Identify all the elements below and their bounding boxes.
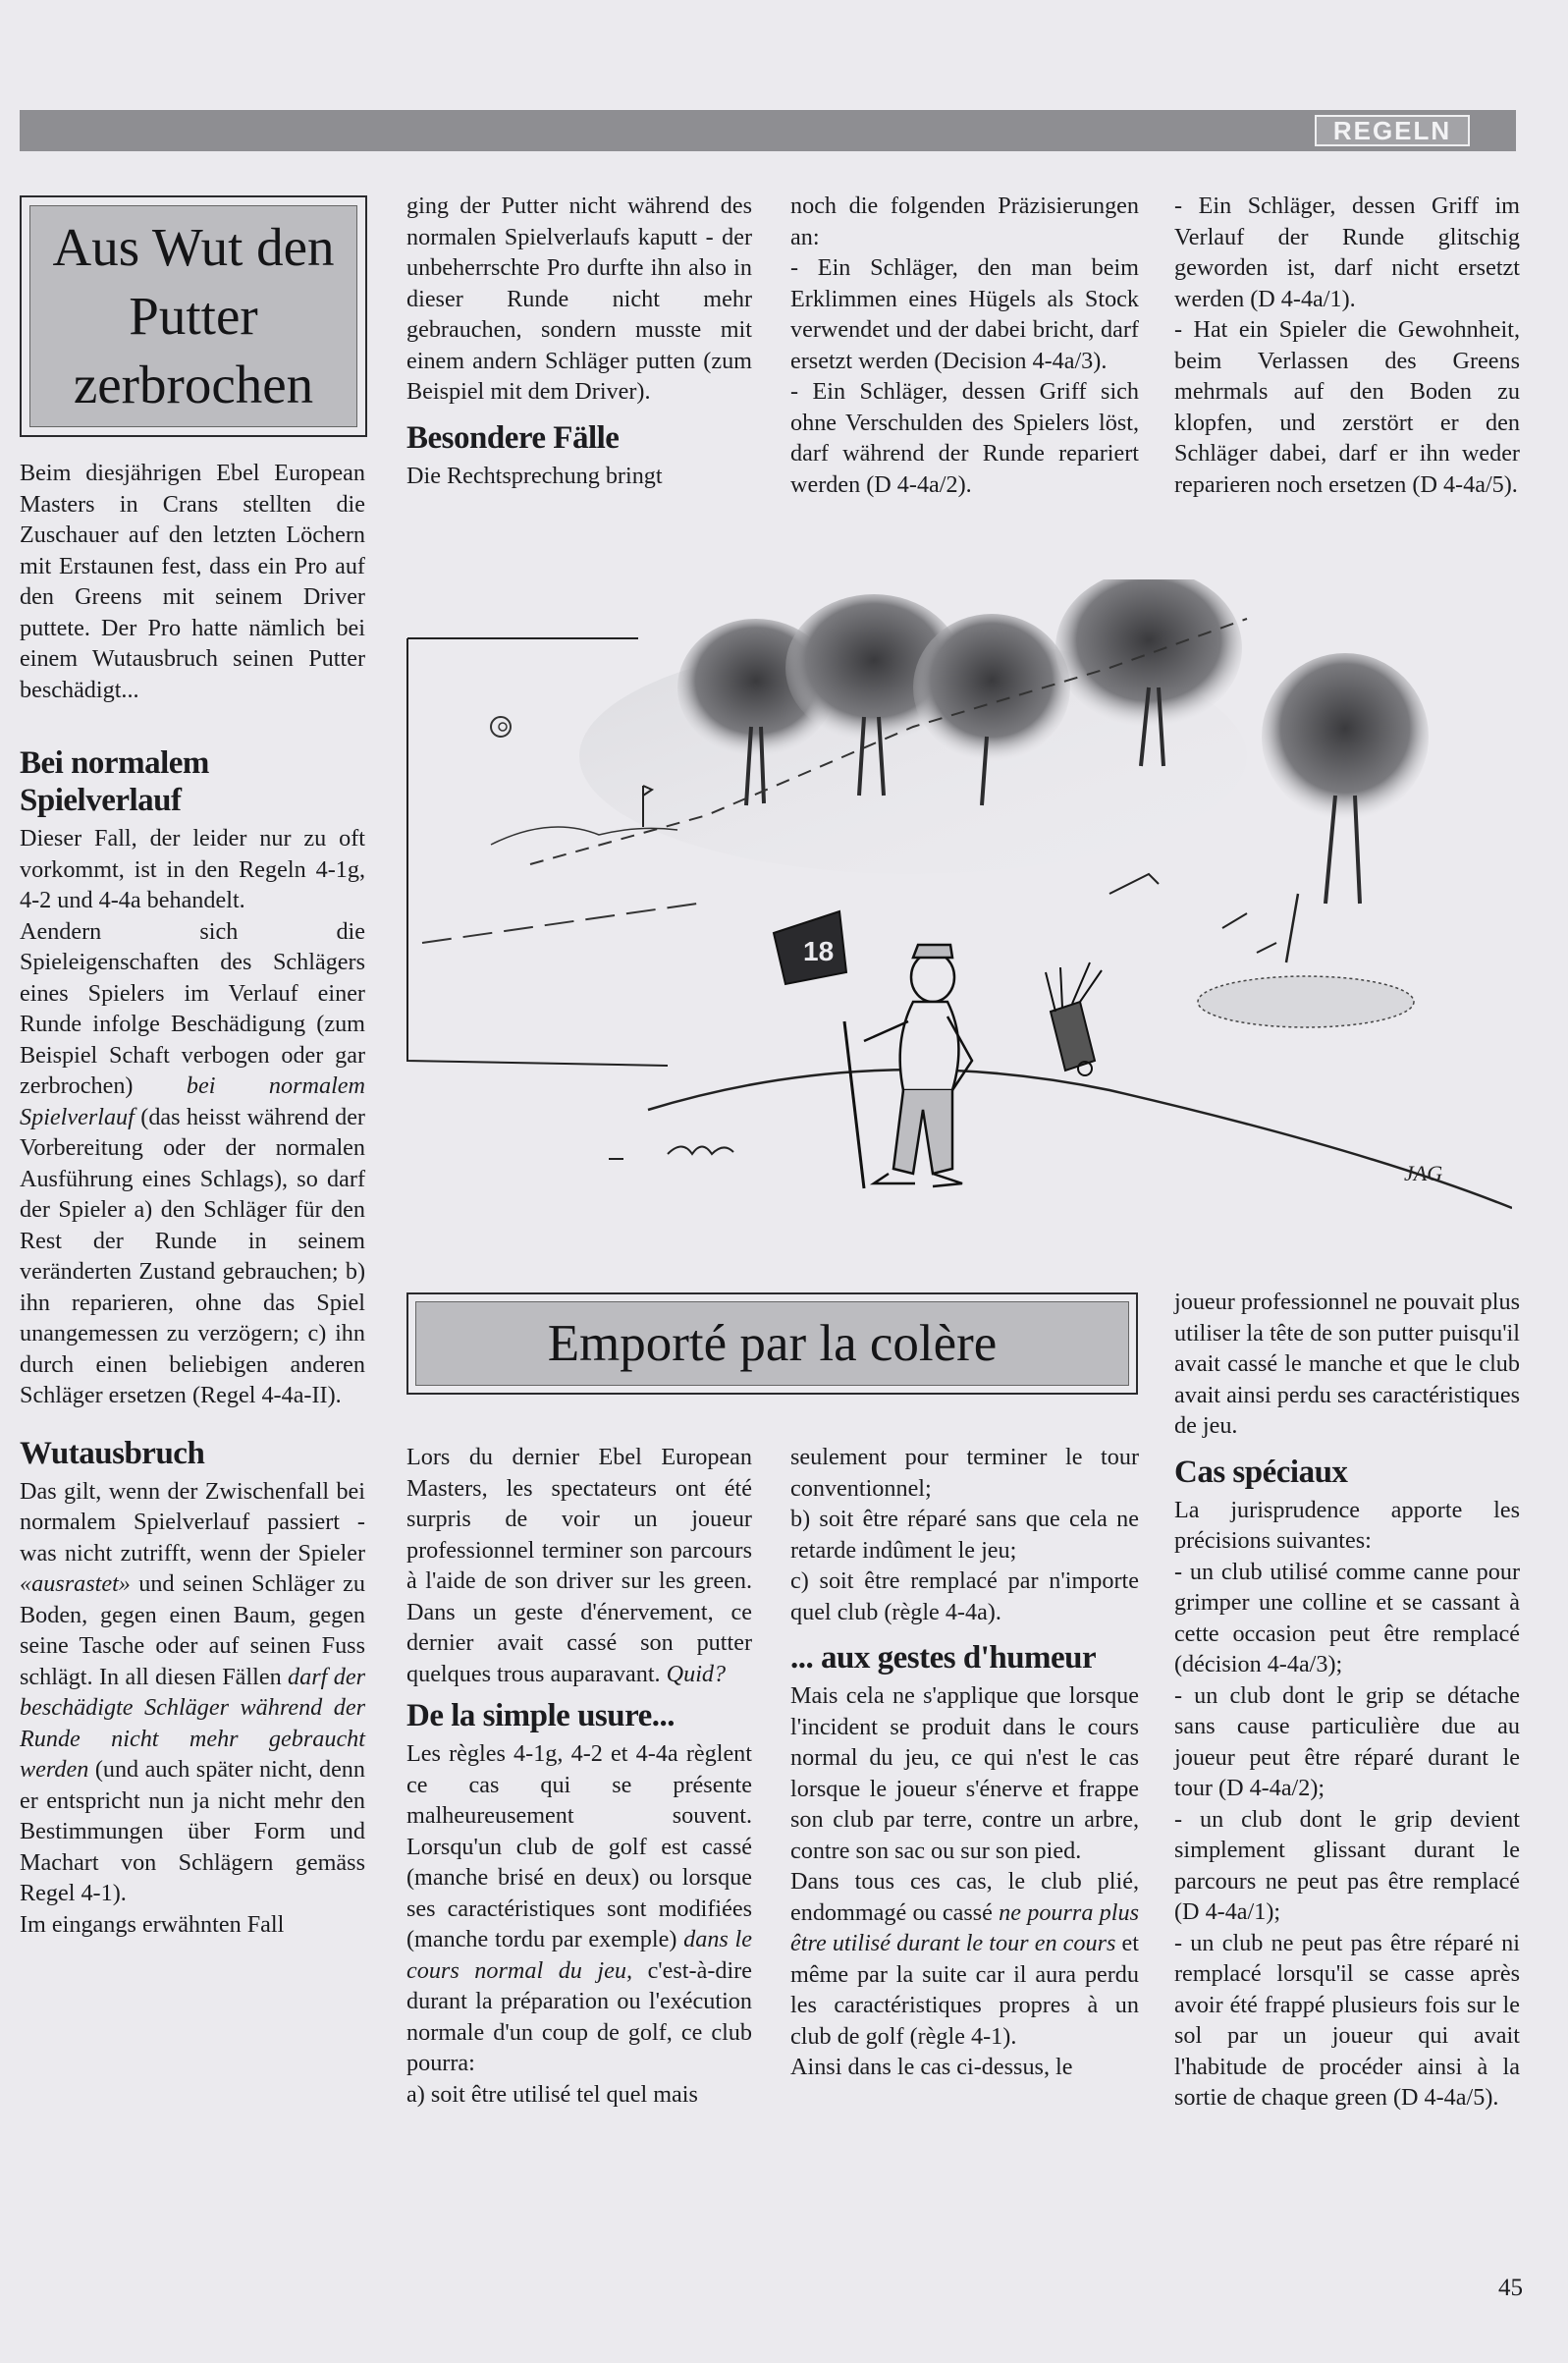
paragraph: La jurisprudence apporte les précisions suivantes: <box>1174 1496 1520 1554</box>
heading-besondere: Besondere Fälle <box>406 419 620 456</box>
paragraph: joueur professionnel ne pouvait plus utiliser la tête de son putter puisqu'il avait cassé le manche et que le club avait ainsi perdu ses caractéristiques de jeu. <box>1174 1289 1520 1439</box>
paragraph: - Hat ein Spieler die Gewohnheit, beim Verlassen des Greens mehrmals auf den Boden zu klopfen, und zerstört er den Schläger dabei, darf er ihn weder reparieren noch ersetzen (D 4-4a/5). <box>1174 316 1520 498</box>
german-title: Aus Wut den Putter zerbrochen <box>29 205 357 427</box>
paragraph: c) soit être remplacé par n'importe quel club (règle 4-4a). <box>790 1567 1139 1625</box>
paragraph: Dans tous ces cas, le club plié, endommagé ou cassé ne pourra plus être utilisé durant le tour en cours et même par la suite car il aura perdu les caractéristiques propres à un club de golf (règle 4-1). <box>790 1868 1139 2050</box>
heading-wut: Wutausbruch <box>20 1435 205 1471</box>
artist-signature: JAG <box>1404 1161 1443 1185</box>
heading-humeur: ... aux gestes d'humeur <box>790 1640 1097 1676</box>
french-column-4 <box>1174 1287 1520 2114</box>
paragraph: - un club ne peut pas être réparé ni remplacé lorsqu'il se casse après avoir été frappé plusieurs fois sur le sol par un joueur qui avait l'habitude de procéder ainsi à la sortie de chaque green (D 4-4a/5). <box>1174 1929 1520 2111</box>
paragraph: - un club dont le grip se détache sans cause particulière due au joueur peut être réparé durant le tour (D 4-4a/2); <box>1174 1681 1520 1801</box>
paragraph: b) soit être réparé sans que cela ne retarde indûment le jeu; <box>790 1506 1139 1564</box>
paragraph: Im eingangs erwähnten Fall <box>20 1910 285 1938</box>
paragraph: - Ein Schläger, dessen Griff im Verlauf der Runde glitschig geworden ist, darf nicht ersetzt werden (D 4-4a/1). <box>1174 192 1520 312</box>
golfer-figure <box>864 945 972 1186</box>
french-column-3 <box>790 1442 1139 2083</box>
paragraph: Les règles 4-1g, 4-2 et 4-4a règlent ce cas qui se présente malheureusement souvent. Lorsqu'un club de golf est cassé (manche brisé en deux) ou lorsque ses caractéristiques sont modifiées (manche tordu par exemple) dans le cours normal du jeu, c'est-à-dire durant la préparation ou l'exécution normale d'un coup de golf, ce club pourra: <box>406 1740 753 2076</box>
german-intro: Beim diesjährigen Ebel European Masters in Crans stellten die Zuschauer auf den letzten Löchern mit Erstaunen fest, dass ein Pro auf den Greens mit seinem Driver puttete. Der Pro hatte nämlich bei einem Wutausbruch seinen Putter beschädigt... <box>20 460 365 703</box>
paragraph: ging der Putter nicht während des normalen Spielverlaufs kaputt - der unbeherrschte Pro durfte ihn also in dieser Runde nicht mehr gebrauchen, sondern musste mit einem andern Schläger putten (zum Beispiel mit dem Driver). <box>406 192 752 405</box>
heading-usure: De la simple usure... <box>406 1698 676 1733</box>
paragraph: noch die folgenden Präzisierungen an: <box>790 192 1139 250</box>
heading-speciaux: Cas spéciaux <box>1174 1454 1348 1490</box>
french-title-box <box>406 1292 1138 1395</box>
paragraph: Ainsi dans le cas ci-dessus, le <box>790 2054 1073 2080</box>
paragraph: Aendern sich die Spieleigenschaften des Schlägers eines Spielers im Verlauf einer Runde infolge Beschädigung (zum Beispiel Schaft verbogen oder gar zerbrochen) bei normalem Spielverlauf (das heisst während der Vorbereitung oder der normalen Ausführung eines Schlags), so darf der Spieler a) den Schläger für den Rest der Runde in seinem veränderten Zustand gebrauchen; b) ihn reparieren, ohne das Spiel unangemessen zu verzögern; c) ihn durch einen beliebigen anderen Schläger ersetzen (Regel 4-4a-II). <box>20 917 365 1408</box>
flag-number: 18 <box>803 936 835 966</box>
paragraph: - un club dont le grip devient simplement glissant durant le parcours ne peut pas être remplacé (D 4-4a/1); <box>1174 1805 1520 1925</box>
german-column-3 <box>790 191 1139 500</box>
page-number: 45 <box>1498 2275 1523 2301</box>
german-column-4 <box>1174 191 1520 500</box>
header-bar <box>20 110 1516 151</box>
french-title: Emporté par la colère <box>415 1301 1129 1386</box>
paragraph: - un club utilisé comme canne pour grimper une colline et se cassant à cette occasion peut être remplacé (décision 4-4a/3); <box>1174 1558 1520 1677</box>
golf-bag <box>1046 962 1102 1075</box>
section-label: REGELN <box>1315 115 1470 146</box>
paragraph: - Ein Schläger, den man beim Erklimmen eines Hügels als Stock verwendet und der dabei bricht, darf ersetzt werden (Decision 4-4a/3). <box>790 254 1139 374</box>
golfer-cartoon-illustration <box>403 579 1512 1267</box>
paragraph: Dieser Fall, der leider nur zu oft vorkommt, ist in den Regeln 4-1g, 4-2 und 4-4a behandelt. <box>20 825 365 913</box>
heading-normal: Bei normalem Spielverlauf <box>20 745 209 818</box>
paragraph: seulement pour terminer le tour conventionnel; <box>790 1444 1139 1502</box>
paragraph: Die Rechtsprechung bringt <box>406 462 663 489</box>
paragraph: a) soit être utilisé tel quel mais <box>406 2080 698 2108</box>
german-title-box <box>20 195 367 437</box>
paragraph: Das gilt, wenn der Zwischenfall bei normalem Spielverlauf passiert - was nicht zutrifft, wenn der Spieler «ausrastet» und seinen Schläger zu Boden, gegen einen Baum, gegen seine Tasche oder auf seinen Fuss schlägt. In all diesen Fällen darf der beschädigte Schläger während der Runde nicht mehr gebraucht werden (und auch später nicht, denn er entspricht nun ja nicht mehr den Bestimmungen über Form und Machart von Schlägern gemäss Regel 4-1). <box>20 1477 365 1906</box>
paragraph: Mais cela ne s'applique que lorsque l'incident se produit dans le cours normal du jeu, ce qui n'est le cas lorsque le joueur s'énerve et frappe son club par terre, contre un arbre, contre son sac ou sur son pied. <box>790 1682 1139 1864</box>
german-column-1 <box>20 458 365 1940</box>
french-column-2 <box>406 1442 752 2110</box>
paragraph: - Ein Schläger, dessen Griff sich ohne Verschulden des Spielers löst, darf während der Runde repariert werden (D 4-4a/2). <box>790 378 1139 498</box>
german-column-2 <box>406 191 752 491</box>
paragraph: Lors du dernier Ebel European Masters, les spectateurs ont été surpris de voir un joueur professionnel terminer son parcours à l'aide de son driver sur les green. Dans un geste d'énervement, ce dernier avait cassé son putter quelques trous auparavant. Quid? <box>406 1444 752 1687</box>
